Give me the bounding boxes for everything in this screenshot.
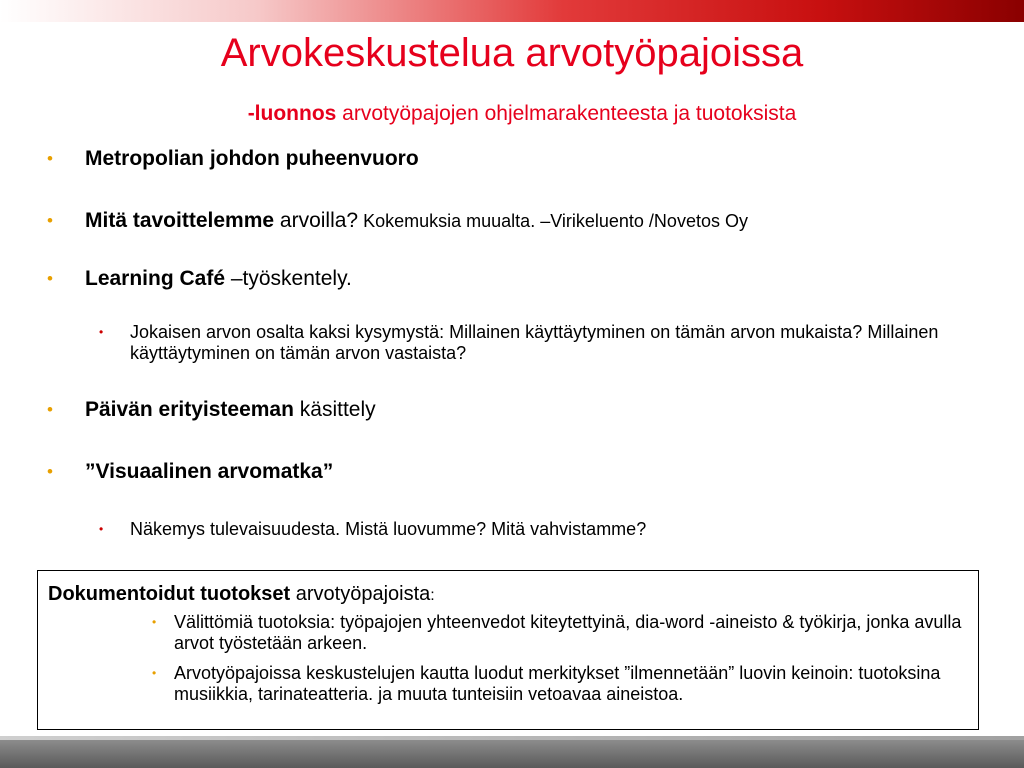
box-item-text: Välittömiä tuotoksia: työpajojen yhteenvedot kiteytettyinä, dia-word -aineisto & työkirja, jonka avulla arvot työstetään arkeen.	[174, 612, 962, 653]
box-list-item	[152, 612, 964, 654]
top-gradient-bar	[0, 0, 1024, 22]
box-heading	[48, 581, 435, 609]
bullet-bold-text: ”Visuaalinen arvomatka”	[85, 460, 334, 483]
bullet-dot-icon: •	[47, 462, 53, 481]
documented-outputs-box	[37, 570, 979, 730]
bullet-dot-icon: •	[47, 400, 53, 419]
subtitle-bold: -luonnos	[247, 102, 337, 125]
box-bullet-dot-icon: •	[152, 615, 157, 629]
bullet-item	[47, 459, 334, 485]
sub-bullet-text: Jokaisen arvon osalta kaksi kysymystä: Millainen käyttäytyminen on tämän arvon mukaista? Millainen käyttäytyminen on tämän arvon vastaista?	[130, 322, 939, 363]
bullet-dot-icon: •	[47, 269, 53, 288]
bullet-dot-icon: •	[47, 149, 53, 168]
bullet-text: –työskentely.	[225, 267, 352, 290]
bullet-dot-icon: •	[47, 211, 53, 230]
bullet-item	[47, 146, 419, 172]
slide-title: Arvokeskustelua arvotyöpajoissa	[220, 31, 804, 75]
bullet-bold-text: Metropolian johdon puheenvuoro	[85, 147, 419, 170]
slide-subtitle	[0, 101, 1024, 127]
bullet-bold-text: Päivän erityisteeman	[85, 398, 294, 421]
box-heading-colon: :	[430, 587, 435, 604]
box-item-text: Arvotyöpajoissa keskustelujen kautta luodut merkitykset ”ilmennetään” luovin keinoin: tuotoksina musiikkia, tarinateatteria. ja muuta tunteisiin vetoavaa aineistoa.	[174, 663, 941, 704]
sub-bullet-item	[99, 322, 1000, 364]
bullet-small-text: Kokemuksia muualta. –Virikeluento /Novetos Oy	[358, 211, 748, 231]
sub-bullet-item	[99, 519, 1000, 540]
sub-bullet-dot-icon: •	[99, 522, 104, 536]
sub-bullet-text: Näkemys tulevaisuudesta. Mistä luovumme? Mitä vahvistamme?	[130, 519, 647, 539]
bullet-item	[47, 208, 748, 234]
bullet-item	[47, 397, 376, 423]
bullet-text: arvoilla?	[274, 209, 359, 232]
bullet-bold-text: Mitä tavoittelemme	[85, 209, 275, 232]
bottom-gradient-bar	[0, 740, 1024, 768]
bullet-item	[47, 266, 352, 292]
box-heading-bold: Dokumentoidut tuotokset	[48, 583, 291, 605]
bullet-text: käsittely	[293, 398, 376, 421]
sub-bullet-dot-icon: •	[99, 325, 104, 339]
box-bullet-dot-icon: •	[152, 666, 157, 680]
bullet-bold-text: Learning Café	[85, 267, 226, 290]
box-heading-rest: arvotyöpajoista	[290, 583, 431, 605]
subtitle-rest: arvotyöpajojen ohjelmarakenteesta ja tuotoksista	[336, 102, 797, 125]
box-list-item	[152, 663, 964, 705]
